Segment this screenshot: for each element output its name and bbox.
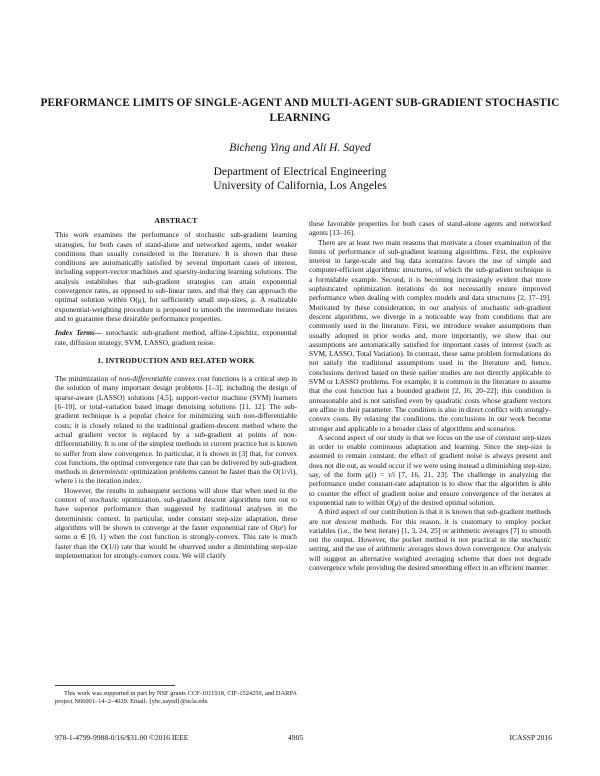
footer-page-number: 4905 [288,733,304,742]
text-run-italic: non-differentiable [118,374,172,384]
text-run-italic: deterministic [89,467,129,477]
right-column [309,219,551,572]
right-paragraph-3 [309,507,551,572]
affiliation [40,165,560,193]
intro-paragraph-1 [55,374,297,486]
intro-paragraph-2 [55,486,297,560]
text-run: However, the results in subsequent sections will show that when used in the context of [55,485,297,505]
text-run: optimization problems cannot be faster than the O(1/√i), where i is the iteration index. [55,467,298,486]
text-run: A third aspect of our contribution is that it is known that sub-gradient methods are not [309,507,551,526]
right-paragraph-continued: these favorable properties for both cases of stand-alone agents and networked agents [13–16]. [309,219,551,238]
right-paragraph-1: There are at least two main reasons that motivate a closer examination of the limits of performance of sub-gradient learning algorithms. First, the explosive interest in large-scale and big data scenarios favors the use of simple and computer-efficient algorithmic structures, of which the sub-gradient technique is a formidable example. Second, it is becoming increasingly evident that more sophisticated optimization iterations do not necessarily ensure improved performance when dealing with complex models and data structures [2, 17–19]. Motivated by these consideration, in our analysis of stochastic sub-gradient descent algorithms, we diverge in a noticeable way from conditions that are commonly used in the literature. First, we introduce weaker assumptions than usually adopted in prior works and, more importantly, we show that our assumptions are automatically satisfied for important cases of interest (such as SVM, LASSO, Total Variation). In contrast, these same problem formulations do not satisfy the traditional assumptions used in the literature and, hence, conclusions derived based on these earlier studies are not directly applicable to SVM or LASSO problems. For example, it is common in the literature to assume that the cost function has a bounded gradient [2, 16, 20–22]; this condition is unreasonable and is not satisfied even by quadratic costs whose gradient vectors are affine in their parameter. The condition is also in direct conflict with strongly-convex costs. By relaxing the conditions, the conclusions in our work become stronger and applicable to a broader class of algorithms and scenarios. [309,237,551,433]
authors: Bicheng Ying and Ali H. Sayed [229,142,371,154]
text-run: step-sizes in order to enable continuous adaptation and learning. Since the step-size is assumed to remain constant, the effect of gradient noise is always present and does not die out, as would occur if we were using instead a diminishing step-size, say, of the form μ(i) = τ/i [7, 16, 21, 23]. The challenge in analyzing the performance under constant-rate adaptation is to show that the algorithm is able to counter the effect of gradient noise and ensure convergence of the iterates at exponential rate to within O(μ) of the desired optimal solution. [309,432,551,507]
abstract-heading: ABSTRACT [154,216,198,225]
footnote: This work was supported in part by NSF grants CCF-1011918, CIF-1524250, and DARPA project N66001–14–2–4029. Email: {ybc,sayed}@ucla.edu [55,690,297,706]
index-terms [55,328,297,347]
text-run-italic: stochastic [89,495,119,505]
text-run: optimization, sub-gradient descent algorithms turn out to have superior performance than suggested by traditional analyses in the deterministic context. In particular, under constant step-size adaptation, these algorithms will be shown to converge at the faster exponential rate of O(αⁱ) for some α ∈ [0, 1) when the cost function is strongly-convex. This rate is much faster than the O(1/i) rate that would be observed under a diminishing step-size implementation for strongly-convex costs. We will clarify [55,495,298,560]
text-run-italic: descent [334,516,358,526]
right-paragraph-2 [309,433,551,507]
text-run: setting, and the use of arithmetic averages slows down convergence. Our analysis will suggest an alternative weighted averaging scheme that does not degrade convergence while providing the desired smoothing effect in an efficient manner. [309,544,551,572]
abstract-text: This work examines the performance of stochastic sub-gradient learning strategies, for both cases of stand-alone and networked agents, under weaker conditions than usually considered in the literature. It is shown that these conditions are automatically satisfied by several important cases of interest, including support-vector machines and sparsity-inducing learning solutions. The analysis establishes that sub-gradient strategies can attain exponential convergence rates, as opposed to sub-linear rates, and that they can approach the optimal solution within O(μ), for sufficiently small step-sizes, μ. A realizable exponential-weighting procedure is proposed to smooth the intermediate iterates and to guarantee these desirable performance properties. [55,230,297,323]
text-run-italic: constant [495,432,521,442]
text-run: A second aspect of our study is that we focus on the use of [318,432,496,442]
section-heading-introduction: 1. INTRODUCTION AND RELATED WORK [97,355,255,365]
footer-conference: ICASSP 2016 [509,733,552,742]
index-terms-text: sotochastic sub-gradient method, affine-Lipschitz, exponential rate, diffusion strategy, SVM, LASSO, gradient noise. [55,328,297,347]
left-column [55,216,297,560]
affiliation-department: Department of Electrical Engineering [213,166,387,178]
footnote-divider [55,685,175,686]
index-terms-label: Index Terms— [55,328,103,338]
paper-title: PERFORMANCE LIMITS OF SINGLE-AGENT AND MULTI-AGENT SUB-GRADIENT STOCHASTIC LEARNING [40,97,560,124]
text-run-italic: stochastic [521,535,551,545]
abstract-section [55,216,297,347]
text-run: convex cost functions is a critical step in the solution of many important design problems [1–3], including the design of sparse-aware (LASSO) solutions [4,5], support-vector machine (SVM) learners [6–10], or total-variation based image denoising solutions [11, 12]. The sub-gradient technique is a popular choice for minimizing such non-differentiable costs; it is closely related to the traditional gradient-descent method where the actual gradient vector is replaced by a sub-gradient at points of non-differentiability. It is one of the simplest methods in current practice but is known to suffer from slow convergence. In particular, it is shown in [3] that, for convex cost functions, the optimal convergence rate that can be delivered by sub-gradient methods in [55,374,297,477]
affiliation-university: University of California, Los Angeles [213,180,387,192]
text-run: methods. For this reason, it is customary to employ pocket variables (i.e., the best iterate) [1, 3, 24, 25] or arithmetic averages [7] to smooth out the output. However, the pocket method is not practical in the [309,516,552,545]
footer-copyright: 978-1-4799-9988-0/16/$31.00 ©2016 IEEE [55,733,189,742]
text-run: The minimization of [55,374,119,384]
